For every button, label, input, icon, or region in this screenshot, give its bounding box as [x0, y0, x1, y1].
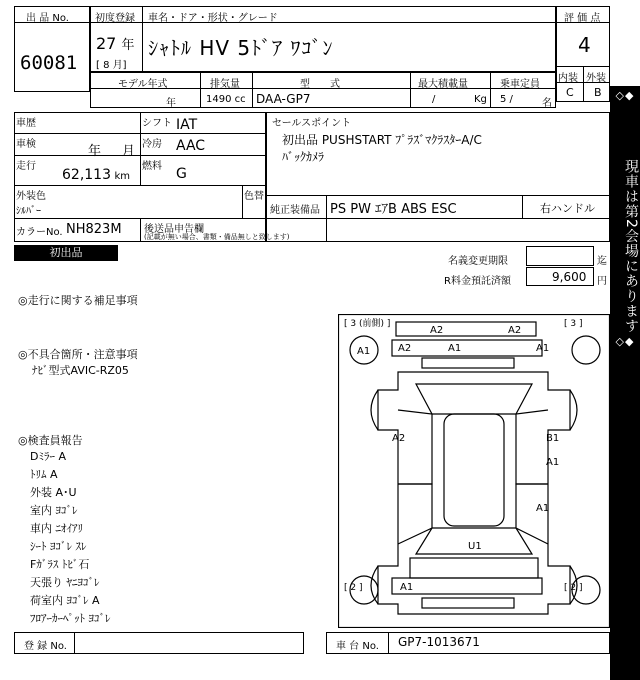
- ext-color-value: ｼﾙﾊﾞｰ: [16, 206, 41, 217]
- inspector-line: ﾌﾛｱｰｶｰﾍﾟｯﾄ ﾖｺﾞﾚ: [30, 612, 111, 625]
- history-label: 車歴: [16, 118, 36, 129]
- sidebar-top-mark: ◇◆: [615, 89, 635, 102]
- front-right-tag: [ 3 ]: [564, 319, 583, 329]
- sales-line2: ﾊﾞｯｸｶﾒﾗ: [282, 150, 325, 164]
- recycle-unit: 円: [597, 276, 607, 287]
- rear-right-tag: [ 2 ]: [564, 583, 583, 593]
- front-left-tag: [ 3 (前側) ]: [344, 319, 391, 329]
- inspector-line: Fｶﾞﾗｽ ﾄﾋﾞ石: [30, 558, 90, 571]
- inspector-line: 室内 ﾖｺﾞﾚ: [30, 504, 78, 517]
- fuel-label: 燃料: [142, 161, 162, 172]
- max-load-value: /: [432, 94, 436, 105]
- damage-mark: B1: [546, 433, 560, 444]
- car-damage-diagram: [338, 314, 610, 628]
- name-change-unit: 迄: [597, 256, 607, 267]
- damage-mark: A1: [546, 457, 560, 468]
- sidebar-bottom-mark: ◇◆: [615, 335, 635, 348]
- inspector-line: ﾄﾘﾑ A: [30, 468, 58, 481]
- sidebar-text: 現車は第2会場にあります: [623, 158, 639, 334]
- inspector-line: 車内 ﾆｵｲｱﾘ: [30, 522, 83, 535]
- type-value: DAA-GP7: [256, 92, 311, 106]
- exterior-grade: B: [594, 86, 602, 99]
- max-load-label: 最大積載量: [418, 79, 468, 90]
- inspector-line: 天張り ﾔﾆﾖｺﾞﾚ: [30, 576, 100, 589]
- damage-mark: U1: [468, 541, 482, 552]
- mileage-label: 走行: [16, 161, 36, 172]
- venue-notice-sidebar: [610, 86, 640, 680]
- lot-label: 出 品 No.: [26, 13, 69, 24]
- displacement-value: 1490 cc: [206, 94, 246, 105]
- capacity-unit: 名: [542, 98, 552, 109]
- damage-mark: A2: [392, 433, 406, 444]
- rear-left-tag: [ 2 ]: [344, 583, 363, 593]
- first-reg-month: [ 8 月]: [96, 60, 127, 71]
- chassis-no-value: GP7-1013671: [398, 635, 480, 649]
- sales-label: セールスポイント: [272, 118, 352, 129]
- recycle-label: R料金預託済額: [444, 276, 511, 287]
- damage-mark: A2: [430, 325, 444, 336]
- delivery-note: (記載が無い場合、書類・備品無しと致します): [144, 233, 290, 241]
- first-listing-badge: 初出品: [14, 245, 118, 261]
- shift-value: IAT: [176, 117, 198, 133]
- inspection-month: 月: [122, 144, 136, 159]
- ac-label: 冷房: [142, 139, 162, 150]
- type-label: 型 式: [300, 79, 340, 90]
- inspector-line: 荷室内 ﾖｺﾞﾚ A: [30, 594, 100, 607]
- first-reg-label: 初度登録: [95, 13, 135, 24]
- damage-mark: A1: [536, 343, 550, 354]
- damage-mark: A1: [357, 346, 371, 357]
- sales-line1: 初出品 PUSHSTART ﾌﾟﾗｽﾞﾏｸﾗｽﾀｰA/C: [282, 133, 482, 147]
- model-year-unit: 年: [166, 98, 176, 109]
- steering: 右ハンドル: [540, 202, 595, 215]
- ac-value: AAC: [176, 138, 206, 154]
- name-change-label: 名義変更期限: [448, 256, 508, 267]
- inspector-line: Dﾐﾗｰ A: [30, 450, 66, 463]
- mileage-value: 62,113 km: [62, 167, 131, 183]
- model-year-label: モデル年式: [118, 79, 168, 90]
- fuel-value: G: [176, 166, 187, 182]
- damage-mark: A1: [400, 582, 414, 593]
- damage-mark: A1: [536, 503, 550, 514]
- defects-line: ﾅﾋﾞ型式AVIC-RZ05: [32, 364, 129, 377]
- first-reg-year: 27 年: [96, 34, 135, 53]
- interior-grade: C: [566, 86, 574, 99]
- defects-title: ◎不具合箇所・注意事項: [18, 348, 138, 361]
- model-desc-label: 車名・ドア・形状・グレード: [148, 13, 278, 24]
- capacity-value: 5 /: [500, 94, 513, 105]
- damage-mark: A2: [398, 343, 412, 354]
- capacity-label: 乗車定員: [500, 79, 540, 90]
- max-load-unit: Kg: [474, 94, 487, 105]
- inspector-line: 外装 A･U: [30, 486, 77, 499]
- displacement-label: 排気量: [210, 79, 240, 90]
- color-change-label: 色替: [244, 191, 264, 202]
- inspector-title: ◎検査員報告: [18, 434, 83, 447]
- driving-notes-title: ◎走行に関する補足事項: [18, 294, 138, 307]
- inspection-label: 車検: [16, 139, 36, 150]
- color-no-value: NH823M: [66, 222, 122, 237]
- equip-label: 純正装備品: [270, 205, 320, 216]
- shift-label: シフト: [142, 118, 172, 129]
- color-no-label: カラーNo.: [16, 227, 63, 238]
- damage-mark: A1: [448, 343, 462, 354]
- interior-label: 内装: [558, 73, 578, 84]
- ext-color-label: 外装色: [16, 191, 46, 202]
- score-value: 4: [578, 33, 591, 57]
- name-change-box: [526, 246, 594, 266]
- delivery-label: 後送品申告欄: [144, 224, 204, 235]
- inspection-year: 年: [88, 144, 102, 159]
- equip-value: PS PW ｴｱB ABS ESC: [330, 202, 457, 217]
- reg-no-label: 登 録 No.: [24, 641, 67, 652]
- score-label: 評 価 点: [564, 13, 601, 24]
- damage-mark: A2: [508, 325, 522, 336]
- recycle-value: 9,600: [552, 270, 587, 284]
- lot-number: 60081: [20, 52, 78, 74]
- chassis-no-label: 車 台 No.: [336, 641, 379, 652]
- inspector-line: ｼｰﾄ ﾖｺﾞﾚ ｽﾚ: [30, 540, 87, 553]
- exterior-label: 外装: [586, 73, 606, 84]
- vehicle-name: ｼｬﾄﾙ HV 5ﾄﾞｱ ﾜｺﾞﾝ: [148, 36, 334, 60]
